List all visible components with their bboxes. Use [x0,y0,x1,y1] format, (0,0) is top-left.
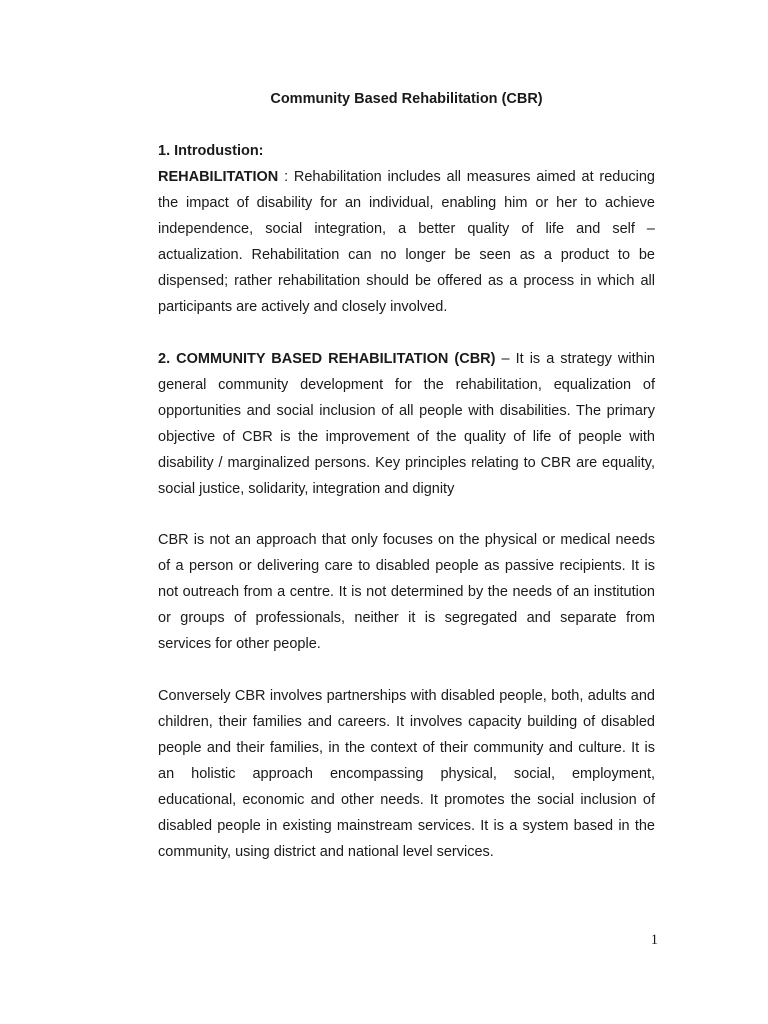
paragraph-cbr-definition [158,346,655,502]
paragraph-body-cbr: – It is a strategy within general community development for the rehabilitation, equalization of opportunities and social inclusion of all people with disabilities. The primary objective of CBR is the improvement of the quality of life of people with disability / marginalized persons. Key principles relating to CBR are equality, social justice, solidarity, integration and dignity [158,351,655,497]
paragraph-lead-cbr: 2. COMMUNITY BASED REHABILITATION (CBR) [158,351,496,367]
paragraph-rehabilitation [158,164,655,320]
document-title: Community Based Rehabilitation (CBR) [270,91,543,107]
paragraph-body-rehabilitation: : Rehabilitation includes all measures aimed at reducing the impact of disability for an individual, enabling him or her to achieve independence, social integration, a better quality of life and self – actualization. Rehabilitation can no longer be seen as a product to be dispensed; rather rehabilitation should be offered as a process in which all participants are actively and closely involved. [158,169,655,315]
paragraph-cbr-involves [158,683,655,865]
paragraph-body-cbr-not: CBR is not an approach that only focuses on the physical or medical needs of a person or delivering care to disabled people as passive recipients. It is not outreach from a centre. It is not determined by the needs of an institution or groups of professionals, neither it is segregated and separate from services for other people. [158,532,655,652]
paragraph-lead-rehabilitation: REHABILITATION [158,169,279,185]
paragraph-body-cbr-involves: Conversely CBR involves partnerships with disabled people, both, adults and children, their families and careers. It involves capacity building of disabled people and their families, in the context of their community and culture. It is an holistic approach encompassing physical, social, employment, educational, economic and other needs. It promotes the social inclusion of disabled people in existing mainstream services. It is a system based in the community, using district and national level services. [158,688,655,860]
section-heading-introduction: 1. Introdustion: [158,143,264,159]
paragraph-cbr-not [158,527,655,657]
page-number: 1 [650,932,658,948]
